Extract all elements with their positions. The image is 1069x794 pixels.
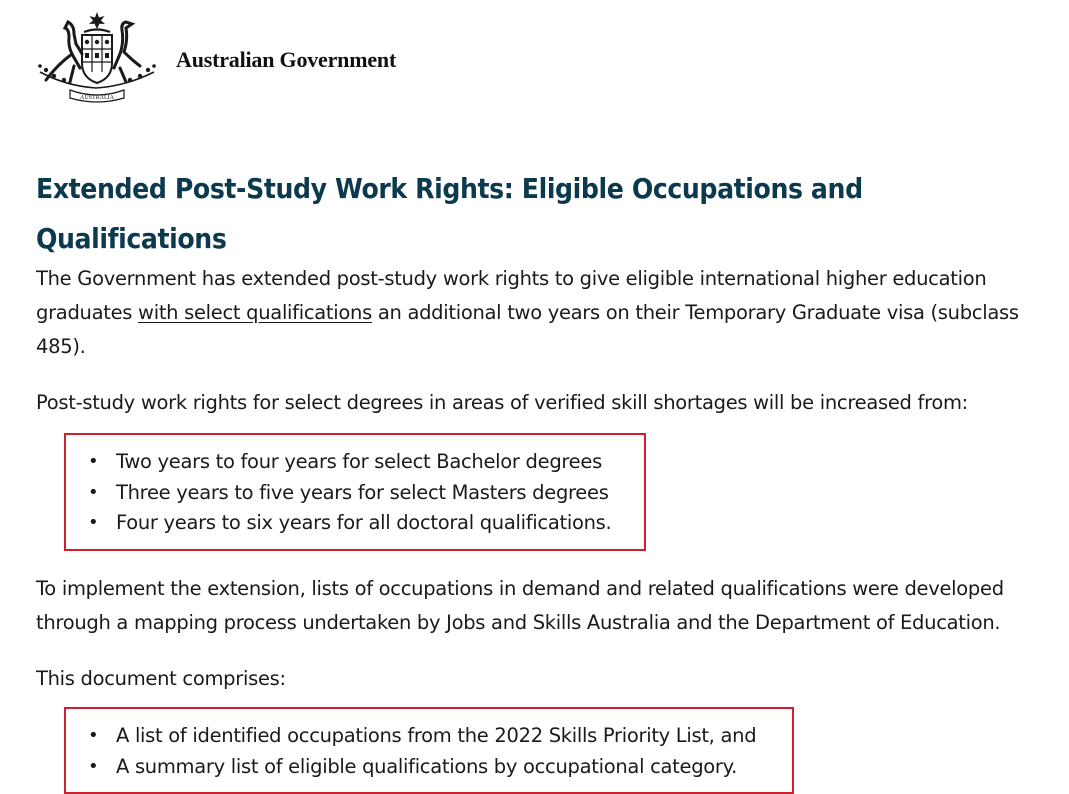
header xyxy=(36,8,396,108)
increase-intro-paragraph: Post-study work rights for select degrees in areas of verified skill shortages will be increased from: xyxy=(36,391,968,414)
bullet-icon: • xyxy=(88,451,99,472)
list-item xyxy=(80,447,628,478)
list-item-text: A list of identified occupations from the 2022 Skills Priority List, and xyxy=(116,724,757,747)
comprises-intro-paragraph: This document comprises: xyxy=(36,667,286,690)
comprises-list-box xyxy=(64,707,794,794)
list-item-text: A summary list of eligible qualifications by occupational category. xyxy=(116,754,737,778)
intro-text-start: The Government has extended post-study work rights to give eligible international higher education graduates xyxy=(36,267,987,324)
bullet-icon: • xyxy=(88,755,99,777)
bullet-icon: • xyxy=(88,481,99,503)
list-item xyxy=(80,478,628,509)
bullet-icon: • xyxy=(88,512,99,533)
intro-paragraph xyxy=(36,262,1046,364)
list-item-text: Two years to four years for select Bachelor degrees xyxy=(116,450,602,473)
list-item-text: Three years to five years for select Masters degrees xyxy=(116,480,609,504)
increase-list-box xyxy=(64,433,646,551)
list-item xyxy=(80,508,628,539)
select-qualifications-underlined: with select qualifications xyxy=(138,301,372,324)
crest-motto: AUSTRALIA xyxy=(80,95,114,101)
implement-paragraph: To implement the extension, lists of occupations in demand and related qualifications were developed through a mapping process undertaken by Jobs and Skills Australia and the Department of Education. xyxy=(36,577,1004,634)
list-item xyxy=(80,752,776,783)
document-title: Extended Post-Study Work Rights: Eligible Occupations and Qualifications xyxy=(36,172,863,255)
australian-coat-of-arms-icon xyxy=(36,10,158,106)
bullet-icon: • xyxy=(88,725,99,746)
list-item-text: Four years to six years for all doctoral qualifications. xyxy=(116,511,612,534)
government-name: Australian Government xyxy=(176,47,397,72)
intro-text-end: an additional two years on their Temporary Graduate visa (subclass 485). xyxy=(36,301,1019,358)
list-item xyxy=(80,721,776,752)
